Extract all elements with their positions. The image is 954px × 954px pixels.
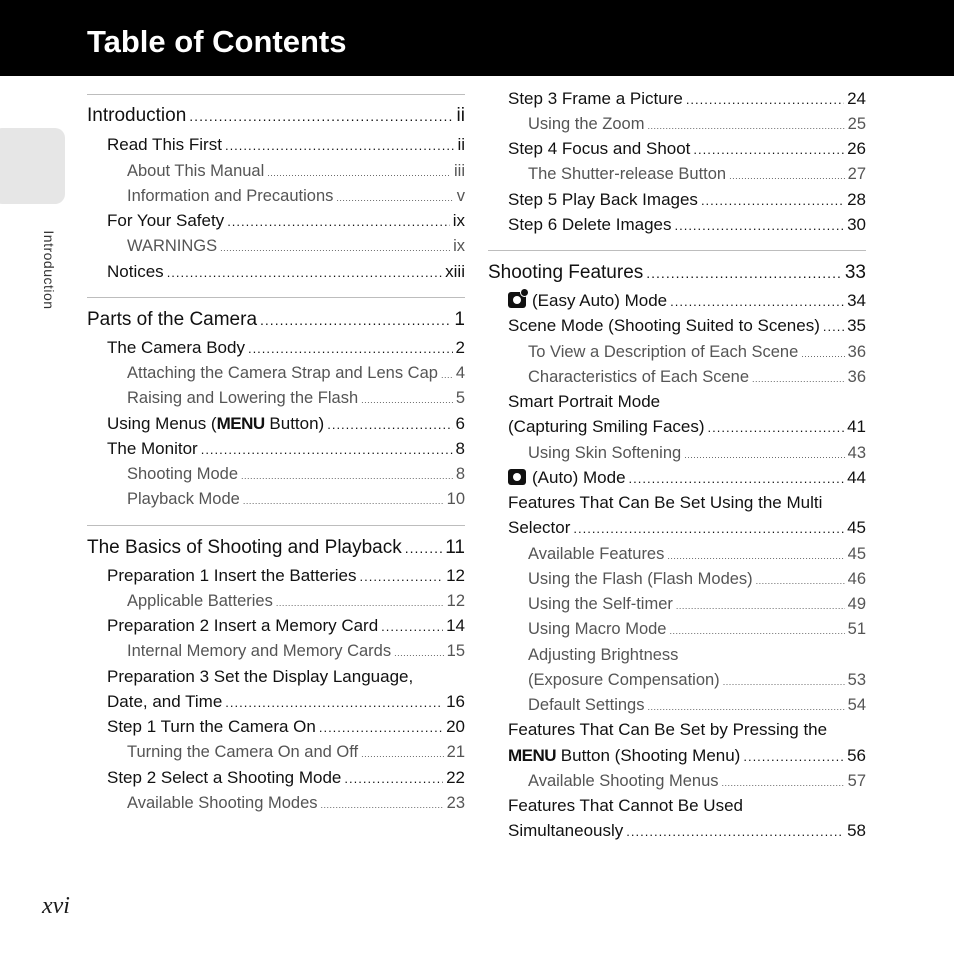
menu-button-icon: MENU: [508, 746, 557, 765]
toc-entry-shooting-features[interactable]: Shooting Features ..... 33: [488, 260, 866, 286]
menu-button-icon: MENU: [216, 414, 265, 433]
toc-entry-parts-of-camera[interactable]: Parts of the Camera ..... 1: [87, 307, 465, 333]
toc-entry-notices[interactable]: Notices ..... xiii: [107, 259, 465, 285]
toc-entry-using-menus[interactable]: Using Menus (MENU Button) ..... 6: [107, 411, 465, 437]
toc-entry-prep1[interactable]: Preparation 1 Insert the Batteries ..... 12: [107, 563, 465, 589]
toc-entry-shooting-menu[interactable]: MENU Button (Shooting Menu) ..... 56: [508, 743, 866, 769]
toc-entry-zoom[interactable]: Using the Zoom ..... 25: [528, 111, 866, 137]
toc-entry-brightness-line1[interactable]: Adjusting Brightness: [528, 646, 679, 664]
toc-entry-smart-portrait[interactable]: (Capturing Smiling Faces) ..... 41: [508, 414, 866, 440]
toc-entry-prep2[interactable]: Preparation 2 Insert a Memory Card ..... 14: [107, 613, 465, 639]
toc-entry-monitor[interactable]: The Monitor ..... 8: [107, 436, 465, 462]
toc-entry-step4[interactable]: Step 4 Focus and Shoot ..... 26: [508, 136, 866, 162]
toc-entry-internal-memory[interactable]: Internal Memory and Memory Cards ..... 15: [127, 638, 465, 664]
toc-entry-applicable-batteries[interactable]: Applicable Batteries ..... 12: [127, 588, 465, 614]
auto-mode-camera-icon: [508, 469, 526, 485]
easy-auto-mode-icon: [508, 292, 526, 308]
toc-entry-available-modes[interactable]: Available Shooting Modes ..... 23: [127, 790, 465, 816]
toc-entry-info-precautions[interactable]: Information and Precautions ..... v: [127, 183, 465, 209]
toc-entry-available-features[interactable]: Available Features ..... 45: [528, 541, 866, 567]
toc-entry-exposure-compensation[interactable]: (Exposure Compensation) ..... 53: [528, 667, 866, 693]
toc-entry-shutter[interactable]: The Shutter-release Button ..... 27: [528, 161, 866, 187]
toc-entry-smart-portrait-line1[interactable]: Smart Portrait Mode: [508, 392, 661, 411]
toc-entry-camera-body[interactable]: The Camera Body ..... 2: [107, 335, 465, 361]
toc-entry-characteristics[interactable]: Characteristics of Each Scene ..... 36: [528, 364, 866, 390]
toc-entry-read-this-first[interactable]: Read This First ..... ii: [107, 132, 465, 158]
toc-entry-cannot-line1[interactable]: Features That Cannot Be Used: [508, 796, 743, 815]
toc-entry-macro-mode[interactable]: Using Macro Mode ..... 51: [528, 616, 866, 642]
toc-entry-scene-mode[interactable]: Scene Mode (Shooting Suited to Scenes) ..... 35: [508, 313, 866, 339]
toc-entry-warnings[interactable]: WARNINGS ..... ix: [127, 233, 465, 259]
toc-entry-shooting-mode[interactable]: Shooting Mode ..... 8: [127, 461, 465, 487]
toc-entry-playback-mode[interactable]: Playback Mode ..... 10: [127, 486, 465, 512]
toc-entry-simultaneously[interactable]: Simultaneously ..... 58: [508, 818, 866, 844]
toc-entry-step5[interactable]: Step 5 Play Back Images ..... 28: [508, 187, 866, 213]
toc-entry-pressing-line1[interactable]: Features That Can Be Set by Pressing the: [508, 720, 828, 739]
toc-entry-auto-mode[interactable]: (Auto) Mode ..... 44: [508, 465, 866, 491]
section-divider: [87, 525, 465, 526]
section-divider: [87, 297, 465, 298]
section-tab-label: Introduction: [41, 230, 57, 310]
toc-entry-multi-selector[interactable]: Selector ..... 45: [508, 515, 866, 541]
page-header: [0, 0, 954, 76]
toc-entry-skin-softening[interactable]: Using Skin Softening ..... 43: [528, 440, 866, 466]
toc-entry-self-timer[interactable]: Using the Self-timer ..... 49: [528, 591, 866, 617]
toc-entry-default-settings[interactable]: Default Settings ..... 54: [528, 692, 866, 718]
toc-entry-prep3-line1[interactable]: Preparation 3 Set the Display Language,: [107, 667, 414, 686]
toc-entry-strap[interactable]: Attaching the Camera Strap and Lens Cap ..... 4: [127, 360, 465, 386]
toc-entry-step2[interactable]: Step 2 Select a Shooting Mode ..... 22: [107, 765, 465, 791]
toc-entry-step6[interactable]: Step 6 Delete Images ..... 30: [508, 212, 866, 238]
toc-entry-step1[interactable]: Step 1 Turn the Camera On ..... 20: [107, 714, 465, 740]
toc-entry-step3[interactable]: Step 3 Frame a Picture ..... 24: [508, 86, 866, 112]
toc-entry-view-description[interactable]: To View a Description of Each Scene ..... 36: [528, 339, 866, 365]
toc-entry-flash[interactable]: Raising and Lowering the Flash ..... 5: [127, 385, 465, 411]
toc-entry-easy-auto[interactable]: (Easy Auto) Mode ..... 34: [508, 288, 866, 314]
toc-entry-turning-on-off[interactable]: Turning the Camera On and Off ..... 21: [127, 739, 465, 765]
section-divider: [87, 94, 465, 95]
toc-entry-flash-modes[interactable]: Using the Flash (Flash Modes) ..... 46: [528, 566, 866, 592]
page-title: Table of Contents: [87, 24, 347, 59]
section-tab[interactable]: [0, 128, 65, 204]
toc-entry-basics[interactable]: The Basics of Shooting and Playback ..... 11: [87, 535, 465, 561]
toc-entry-available-menus[interactable]: Available Shooting Menus ..... 57: [528, 768, 866, 794]
toc-entry-about-manual[interactable]: About This Manual ..... iii: [127, 158, 465, 184]
toc-entry-prep3[interactable]: Date, and Time ..... 16: [107, 689, 465, 715]
toc-entry-for-your-safety[interactable]: For Your Safety ..... ix: [107, 208, 465, 234]
section-divider: [488, 250, 866, 251]
toc-entry-introduction[interactable]: Introduction ..... ii: [87, 103, 465, 129]
page-number: xvi: [42, 893, 70, 919]
toc-entry-multi-selector-line1[interactable]: Features That Can Be Set Using the Multi: [508, 493, 823, 512]
